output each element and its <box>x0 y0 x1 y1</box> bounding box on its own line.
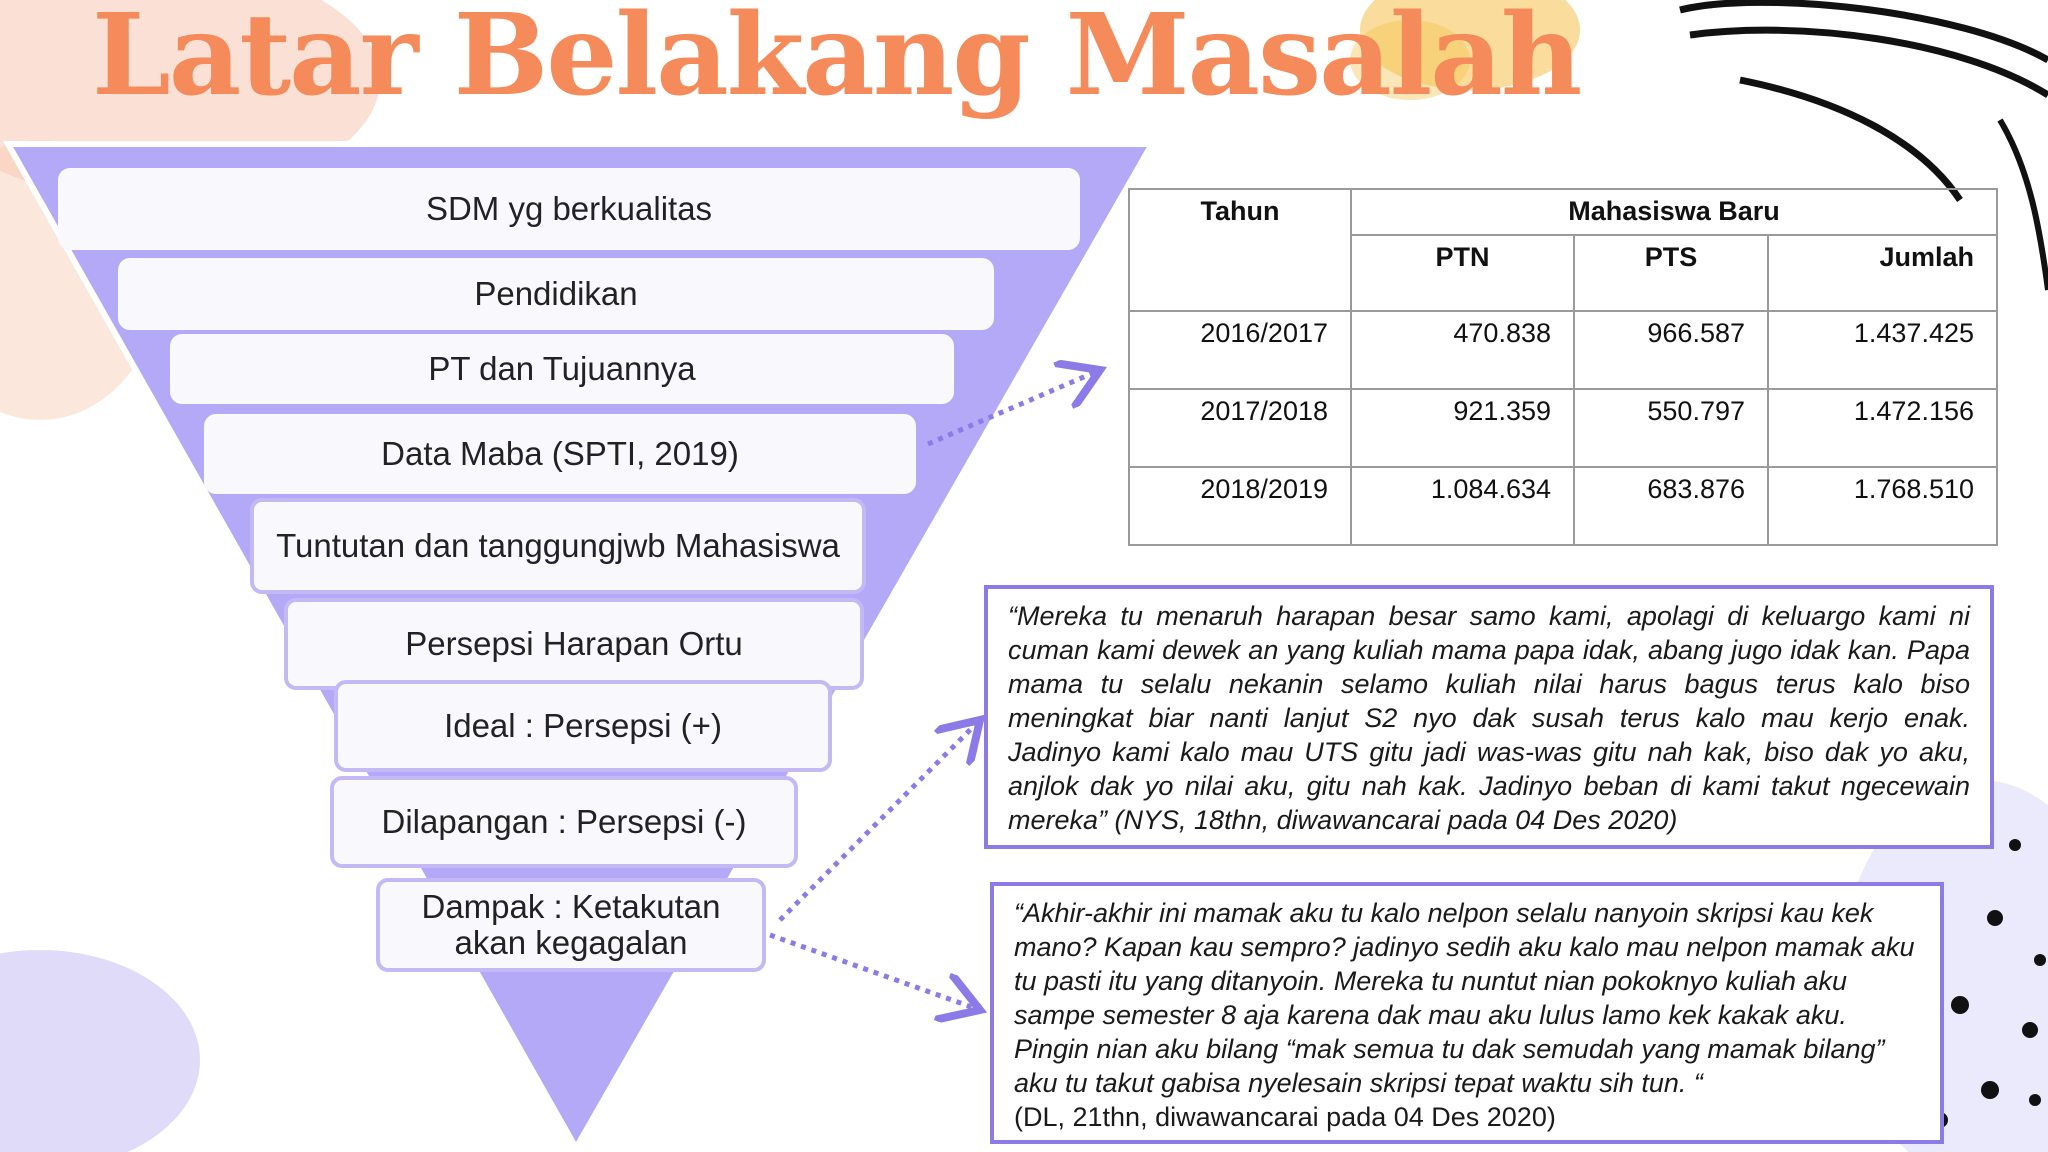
header-pts: PTS <box>1574 235 1768 311</box>
cell-jumlah: 1.768.510 <box>1768 467 1997 545</box>
cell-ptn: 1.084.634 <box>1351 467 1574 545</box>
header-jumlah: Jumlah <box>1768 235 1997 311</box>
quote-2-source: (DL, 21thn, diwawancarai pada 04 Des 2020) <box>1014 1102 1556 1132</box>
funnel-level-7: Ideal : Persepsi (+) <box>334 680 832 772</box>
header-ptn: PTN <box>1351 235 1574 311</box>
funnel-level-1: SDM yg berkualitas <box>58 168 1080 250</box>
cell-pts: 683.876 <box>1574 467 1768 545</box>
table-row <box>1129 467 1997 545</box>
header-year: Tahun <box>1129 189 1351 311</box>
funnel-level-2: Pendidikan <box>118 258 994 330</box>
cell-ptn: 470.838 <box>1351 311 1574 389</box>
cell-pts: 550.797 <box>1574 389 1768 467</box>
cell-pts: 966.587 <box>1574 311 1768 389</box>
interview-quote-2 <box>990 882 1944 1144</box>
table-row <box>1129 389 1997 467</box>
cell-year: 2017/2018 <box>1129 389 1351 467</box>
mahasiswa-baru-table <box>1128 188 1998 546</box>
funnel-level-3: PT dan Tujuannya <box>170 334 954 404</box>
cell-year: 2016/2017 <box>1129 311 1351 389</box>
funnel-level-4: Data Maba (SPTI, 2019) <box>204 414 916 494</box>
cell-jumlah: 1.472.156 <box>1768 389 1997 467</box>
funnel-level-8: Dilapangan : Persepsi (-) <box>330 776 798 868</box>
interview-quote-1: “Mereka tu menaruh harapan besar samo kami, apolagi di keluargo kami ni cuman kami dewek an yang kuliah mama papa idak, abang jugo idak kan. Papa mama tu selalu nekanin selamo kuliah nilai harus bagus terus kalo biso meningkat biar nanti lanjut S2 nyo dak susah terus kalo mau kerjo enak. Jadinyo kami kalo mau UTS gitu jadi was-was gitu nah kak, biso dak yo aku, anjlok dak yo nilai aku, gitu nah kak. Jadinyo beban di kami takut ngecewain mereka” (NYS, 18thn, diwawancarai pada 04 Des 2020) <box>984 585 1994 849</box>
header-group: Mahasiswa Baru <box>1351 189 1997 235</box>
page-title: Latar Belakang Masalah <box>92 0 1581 121</box>
table-row <box>1129 311 1997 389</box>
cell-year: 2018/2019 <box>1129 467 1351 545</box>
cell-ptn: 921.359 <box>1351 389 1574 467</box>
funnel-level-9: Dampak : Ketakutan akan kegagalan <box>376 878 766 972</box>
cell-jumlah: 1.437.425 <box>1768 311 1997 389</box>
funnel-level-6: Persepsi Harapan Ortu <box>284 598 864 690</box>
quote-2-text: “Akhir-akhir ini mamak aku tu kalo nelpon selalu nanyoin skripsi kau kek mano? Kapan kau sempro? jadinyo sedih aku kalo mau nelpon mamak aku tu pasti itu yang ditanyoin. Mereka tu nuntut nian pokoknyo kuliah aku sampe semester 8 aja karena dak mau aku lulus lamo kek kakak aku. Pingin nian aku bilang “mak semua tu dak semudah yang mamak bilang” aku tu takut gabisa nyelesain skripsi tepat waktu sih tun. “ <box>1014 898 1915 1098</box>
funnel-level-5: Tuntutan dan tanggungjwb Mahasiswa <box>250 498 866 594</box>
